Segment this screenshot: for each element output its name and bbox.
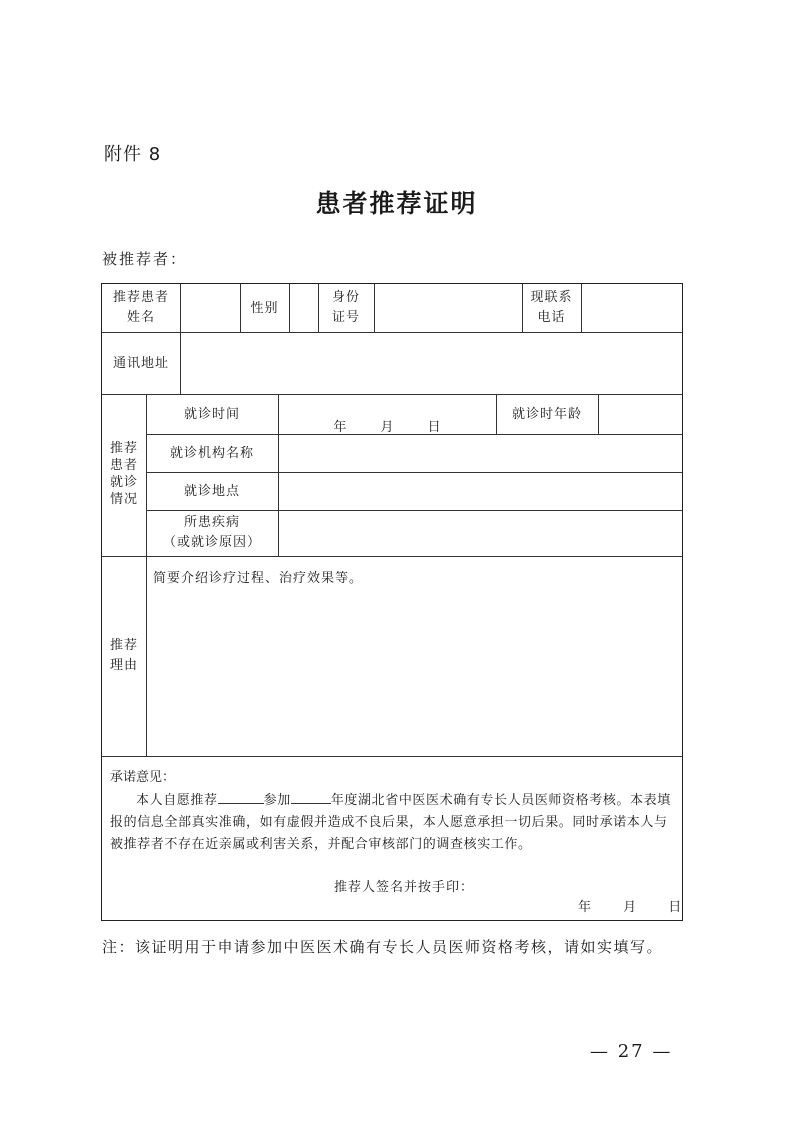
signature-label: 推荐人签名并按手印： xyxy=(334,880,475,895)
address-label: 通讯地址 xyxy=(112,355,169,371)
phone-label: 现联系 电话 xyxy=(530,290,573,325)
institution-field[interactable] xyxy=(278,434,682,472)
phone-field[interactable] xyxy=(581,284,682,332)
visit-age-label: 就诊时年龄 xyxy=(511,406,582,422)
location-field[interactable] xyxy=(278,472,682,510)
recommendation-form xyxy=(101,283,683,921)
address-field[interactable] xyxy=(180,332,682,394)
footnote: 注：该证明用于申请参加中医医术确有专长人员医师资格考核，请如实填写。 xyxy=(102,938,664,956)
reason-section-label: 推荐 理由 xyxy=(109,638,138,673)
disease-label: 所患疾病 （或就诊原因） xyxy=(162,515,261,550)
gender-label: 性别 xyxy=(250,300,279,316)
pledge-text: 本人自愿推荐 参加 年度湖北省中医医术确有专长人员医师资格考核。本表填报的信息全部真实准确，如有虚假并造成不良后果，本人愿意承担一切后果。同时承诺本人与被推荐者不存在近亲属或利害关系，并配合审核部门的调查核实工作。 xyxy=(110,790,676,856)
institution-label: 就诊机构名称 xyxy=(169,445,254,461)
nominee-name-blank[interactable] xyxy=(218,790,264,804)
gender-field[interactable] xyxy=(289,284,318,332)
visit-age-field[interactable] xyxy=(598,394,682,434)
signature-date[interactable]: 年 月 日 xyxy=(578,900,682,915)
visit-time-label: 就诊时间 xyxy=(183,406,240,422)
id-number-field[interactable] xyxy=(374,284,522,332)
page-number: — 27 — xyxy=(590,1041,673,1062)
id-number-label: 身份 证号 xyxy=(331,290,360,325)
pledge-label: 承诺意见： xyxy=(110,770,176,785)
patient-name-label: 推荐患者 姓名 xyxy=(112,290,169,325)
location-label: 就诊地点 xyxy=(183,483,240,499)
reason-hint: 简要介绍诊疗过程、治疗效果等。 xyxy=(153,571,364,586)
patient-name-field[interactable] xyxy=(180,284,240,332)
disease-field[interactable] xyxy=(278,510,682,556)
reason-field[interactable] xyxy=(147,589,681,755)
nominee-label: 被推荐者： xyxy=(102,250,188,268)
visit-date-field[interactable]: 年 月 日 xyxy=(333,419,441,435)
year-blank[interactable] xyxy=(291,790,331,804)
attachment-label: 附件 8 xyxy=(104,144,162,165)
page-title: 患者推荐证明 xyxy=(315,189,478,218)
visit-section-label: 推荐 患者 就诊 情况 xyxy=(109,441,139,507)
